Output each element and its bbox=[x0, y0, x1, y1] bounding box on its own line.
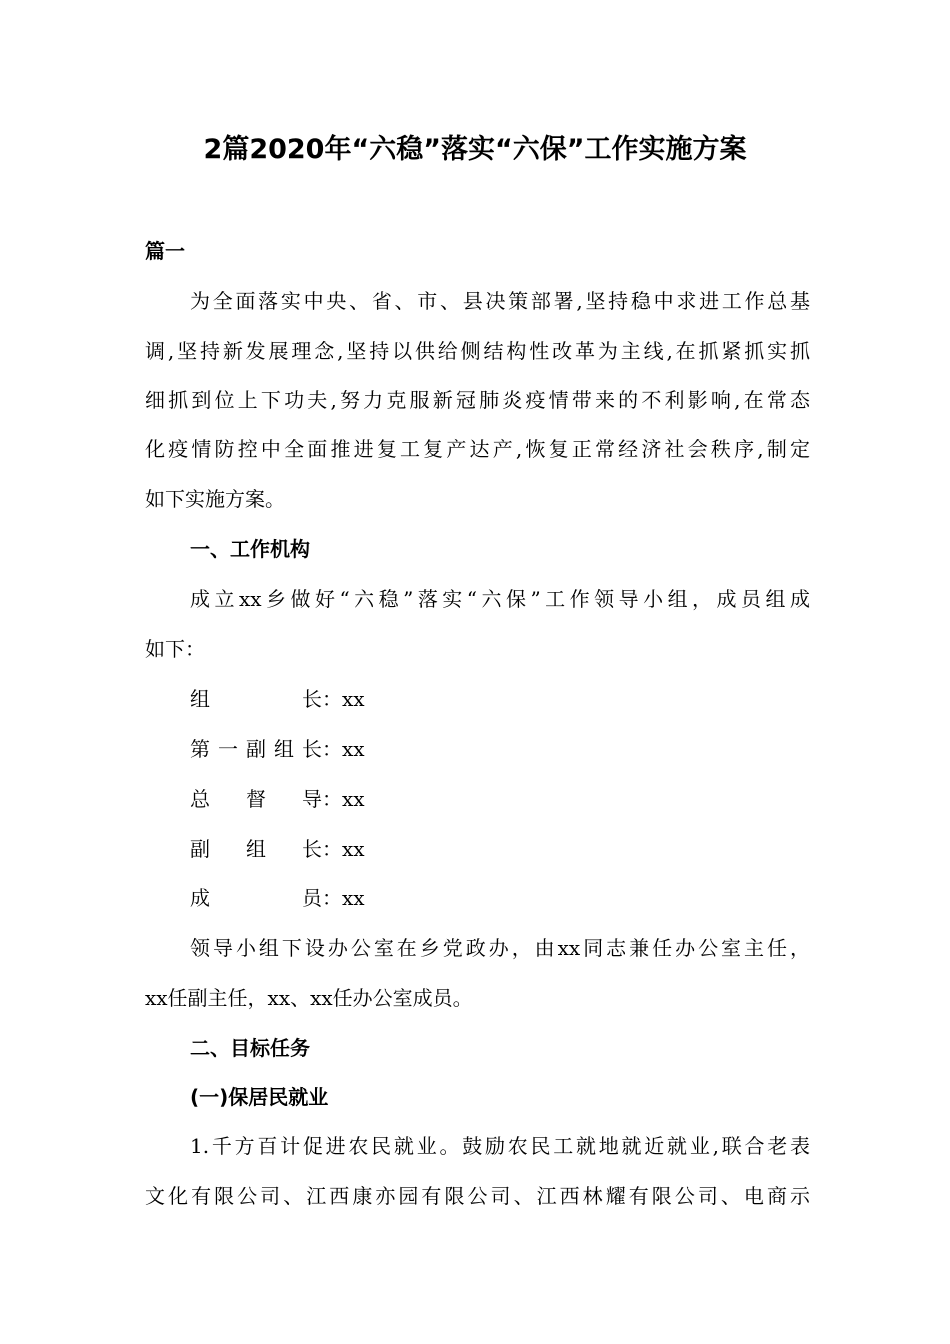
member-row-deputy bbox=[190, 834, 810, 864]
member-role: 总督导 bbox=[190, 787, 322, 811]
member-role: 成员 bbox=[190, 886, 322, 910]
sub-heading-employment: (一)保居民就业 bbox=[190, 1085, 329, 1109]
document-title: 2篇2020年“六稳”落实“六保”工作实施方案 bbox=[203, 134, 747, 165]
item-line-1: 1.千方百计促进农民就业。鼓励农民工就地就近就业,联合老表 bbox=[190, 1134, 810, 1158]
member-name: ：xx bbox=[322, 886, 365, 910]
intro-line-5: 如下实施方案。 bbox=[145, 487, 285, 511]
org-line-2: 如下： bbox=[145, 637, 205, 661]
member-name: ：xx bbox=[322, 737, 365, 761]
member-role: 副组长 bbox=[190, 837, 322, 861]
org-line-1: 成立xx乡做好“六稳”落实“六保”工作领导小组，成员组成 bbox=[190, 587, 810, 611]
member-role: 组长 bbox=[190, 687, 322, 711]
intro-line-4: 化疫情防控中全面推进复工复产达产,恢复正常经济社会秩序,制定 bbox=[145, 437, 810, 461]
member-row-members bbox=[190, 883, 810, 913]
item-line-2: 文化有限公司、江西康亦园有限公司、江西林耀有限公司、电商示 bbox=[145, 1184, 810, 1208]
office-line-2: xx任副主任，xx、xx任办公室成员。 bbox=[145, 986, 473, 1010]
member-name: ：xx bbox=[322, 787, 365, 811]
heading-work-organization: 一、工作机构 bbox=[190, 537, 310, 561]
member-row-supervisor bbox=[190, 784, 810, 814]
intro-line-2: 调,坚持新发展理念,坚持以供给侧结构性改革为主线,在抓紧抓实抓 bbox=[145, 339, 810, 363]
section-label: 篇一 bbox=[145, 239, 185, 263]
heading-goals-tasks: 二、目标任务 bbox=[190, 1036, 310, 1060]
member-name: ：xx bbox=[322, 687, 365, 711]
member-row-leader bbox=[190, 684, 810, 714]
office-line-1: 领导小组下设办公室在乡党政办，由xx同志兼任办公室主任， bbox=[190, 936, 810, 960]
member-row-first-deputy bbox=[190, 734, 810, 764]
intro-line-1: 为全面落实中央、省、市、县决策部署,坚持稳中求进工作总基 bbox=[190, 289, 810, 313]
member-role: 第一副组长 bbox=[190, 737, 322, 761]
intro-line-3: 细抓到位上下功夫,努力克服新冠肺炎疫情带来的不利影响,在常态 bbox=[145, 388, 810, 412]
member-name: ：xx bbox=[322, 837, 365, 861]
